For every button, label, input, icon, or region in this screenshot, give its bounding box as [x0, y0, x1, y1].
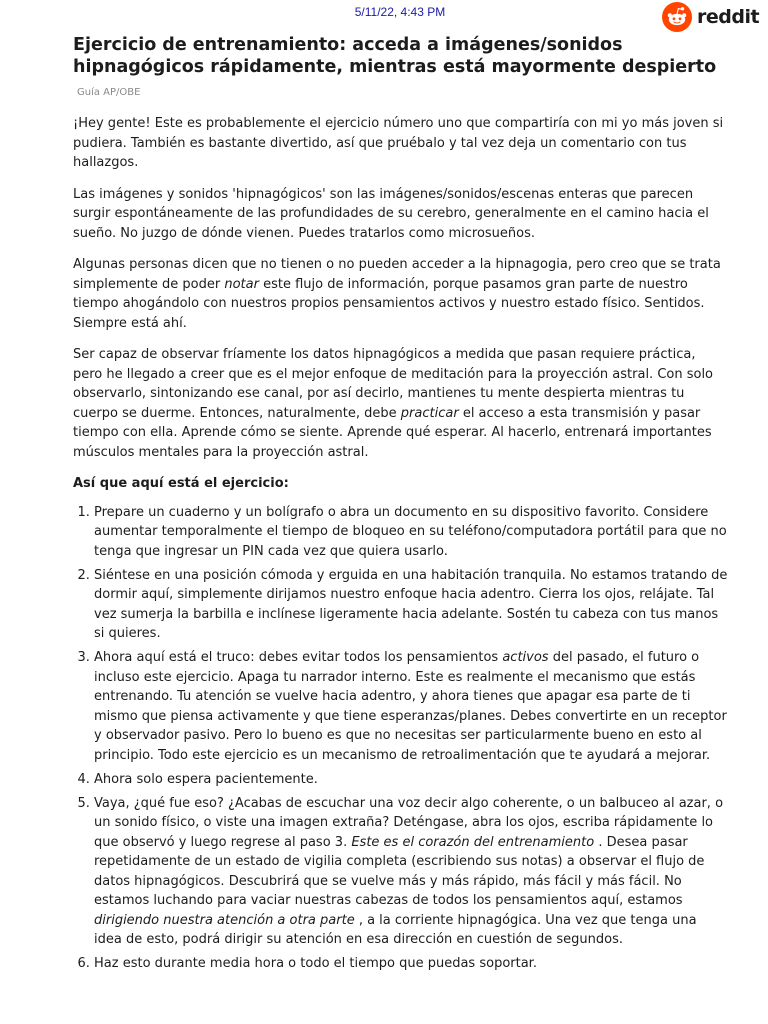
paragraph: Las imágenes y sonidos 'hipnagógicos' son las imágenes/sonidos/escenas enteras que parecen surgir espontáneamente de las profundidades de su cerebro, generalmente en el camino hacia el sueño. No juzgo de dónde vienen. Puedes tratarlos como microsueños. [73, 186, 709, 241]
paragraph: Ser capaz de observar fríamente los datos hipnagógicos a medida que pasan requiere práctica, pero he llegado a creer que es el mejor enfoque de meditación para la proyección astral. Con solo observarlo, sintonizando ese canal, por así decirlo, mantienes tu mente despierta mientras tu cuerpo se duerme. Entonces, naturalmente, debe practicar el acceso a esta transmisión y pasar tiempo con ella. Aprende cómo se siente. Aprende qué esperar. Al hacerlo, entrenará importantes músculos mentales para la proyección astral. [73, 347, 714, 460]
reddit-logo[interactable] [662, 2, 759, 32]
timestamp: 5/11/22, 4:43 PM [354, 5, 446, 19]
post-flair[interactable]: Guía AP/OBE [77, 87, 141, 98]
reddit-wordmark: reddit [697, 6, 760, 28]
list-item: 5. Vaya, ¿qué fue eso? ¿Acabas de escuchar una voz decir algo coherente, o un balbuceo al azar, o un sonido físico, o viste una imagen extraña? Deténgase, abra los ojos, escriba rápidamente lo que observó y luego regrese al paso 3. Este es el corazón del entrenamiento . Desea pasar repetidamente de un estado de vigilia completa (escribiendo sus notas) a observar el flujo de datos hipnagógicos. Descubrirá que se vuelve más y más rápido, más fácil y más fácil. No estamos luchando para vaciar nuestras cabezas de todos los pensamientos aquí, estamos dirigiendo nuestra atención a otra parte , a la corriente hipnagógica. Una vez que tenga una idea de esto, podrá dirigir su atención en esa dirección en cuestión de segundos. [94, 794, 728, 950]
exercise-heading: Así que aquí está el ejercicio: [73, 476, 289, 491]
post-content [73, 34, 728, 978]
paragraph: ¡Hey gente! Este es probablemente el ejercicio número uno que compartiría con mi yo más joven si pudiera. También es bastante divertido, así que pruébalo y tal vez deja un comentario con tus hallazgos. [73, 116, 724, 170]
list-item: 1. Prepare un cuaderno y un bolígrafo o abra un documento en su dispositivo favorito. Considere aumentar temporalmente el tiempo de bloqueo en su teléfono/computadora portátil para que no tenga que ingresar un PIN cada vez que quiera usarlo. [94, 503, 728, 562]
list-item: 4. Ahora solo espera pacientemente. [94, 770, 728, 790]
list-item: 3. Ahora aquí está el truco: debes evitar todos los pensamientos activos del pasado, el futuro o incluso este ejercicio. Apaga tu narrador interno. Este es realmente el mecanismo que estás entrenando. Tu atención se vuelve hacia adentro, y ahora tienes que apagar esa parte de ti mismo que piensa activamente y que tiene esperanzas/planes. Debes convertirte en un receptor y observador pasivo. Pero lo bueno es que no necesitas ser particularmente bueno en esto al principio. Todo este ejercicio es un mecanismo de retroalimentación que te ayudará a mejorar. [94, 648, 728, 765]
list-item: 6. Haz esto durante media hora o todo el tiempo que puedas soportar. [94, 954, 728, 974]
exercise-steps [73, 503, 728, 974]
paragraph: Algunas personas dicen que no tienen o no pueden acceder a la hipnagogia, pero creo que se trata simplemente de poder notar este flujo de información, porque pasamos gran parte de nuestro tiempo ahogándolo con nuestros propios pensamientos activos y nuestro estado físico. Sentidos. Siempre está ahí. [73, 257, 721, 331]
post-body [73, 114, 728, 974]
post-title: Ejercicio de entrenamiento: acceda a imágenes/sonidos hipnagógicos rápidamente, mientras está mayormente despierto [73, 35, 717, 77]
list-item: 2. Siéntese en una posición cómoda y erguida en una habitación tranquila. No estamos tratando de dormir aquí, simplemente dirijamos nuestro enfoque hacia adentro. Cierra los ojos, relájate. Tal vez sumerja la barbilla e inclínese ligeramente hacia adelante. Sostén tu cabeza con tus manos si quieres. [94, 566, 728, 644]
reddit-alien-icon [662, 2, 692, 32]
